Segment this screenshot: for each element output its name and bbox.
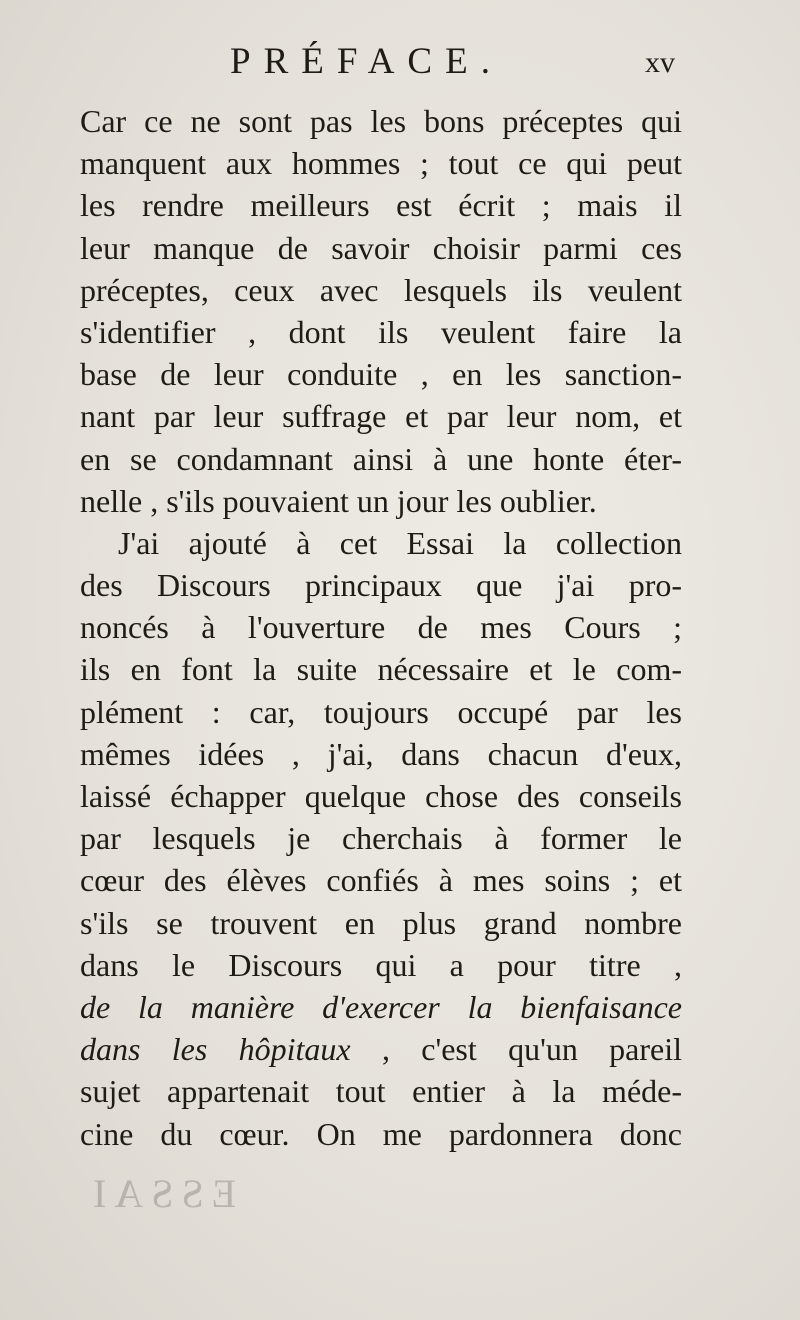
paragraph-end-line: nelle , s'ils pouvaient un jour les oublier.	[80, 482, 597, 519]
text-line: s'identifier , dont ils veulent faire la	[80, 313, 682, 350]
italic-title-text: dans les hôpitaux	[80, 1031, 351, 1068]
mixed-line	[80, 1028, 682, 1070]
text-line: laissé échapper quelque chose des conseils	[80, 778, 682, 814]
text-line: base de leur conduite , en les sanction-	[80, 356, 682, 393]
text-line: plément : car, toujours occupé par les	[80, 693, 682, 730]
text-line: dans le Discours qui a pour titre ,	[80, 946, 682, 983]
italic-title-text: de la manière d'exercer la bienfaisance	[80, 988, 682, 1025]
text-line: mêmes idées , j'ai, dans chacun d'eux,	[80, 735, 682, 772]
text-line: cine du cœur. On me pardonnera donc	[80, 1115, 682, 1152]
text-line: par lesquels je cherchais à former le	[80, 820, 682, 857]
text-line: les rendre meilleurs est écrit ; mais il	[80, 187, 682, 224]
text-line: des Discours principaux que j'ai pro-	[80, 567, 682, 604]
body-text	[80, 100, 682, 1155]
text-line: ils en font la suite nécessaire et le com-	[80, 651, 682, 688]
text-line: cœur des élèves confiés à mes soins ; et	[80, 862, 682, 899]
text-line: nant par leur suffrage et par leur nom, et	[80, 398, 682, 435]
text-line: Car ce ne sont pas les bons préceptes qui	[80, 103, 682, 139]
text-line: s'ils se trouvent en plus grand nombre	[80, 904, 682, 941]
text-line: leur manque de savoir choisir parmi ces	[80, 229, 682, 266]
text-span: , c'est qu'un pareil	[350, 1031, 683, 1068]
text-line: préceptes, ceux avec lesquels ils veulent	[80, 271, 682, 308]
page-number: xv	[645, 46, 675, 79]
bleed-through-text: ESSAI	[85, 1171, 237, 1216]
text-line: sujet appartenait tout entier à la méde-	[80, 1073, 682, 1110]
paragraph-start-line: J'ai ajouté à cet Essai la collection	[118, 524, 682, 561]
text-line: noncés à l'ouverture de mes Cours ;	[80, 609, 682, 646]
italic-title-line	[80, 986, 682, 1028]
text-line: manquent aux hommes ; tout ce qui peut	[80, 145, 682, 182]
text-line: en se condamnant ainsi à une honte éter-	[80, 440, 682, 477]
running-title: PRÉFACE.	[230, 41, 503, 82]
page-header	[0, 40, 800, 90]
